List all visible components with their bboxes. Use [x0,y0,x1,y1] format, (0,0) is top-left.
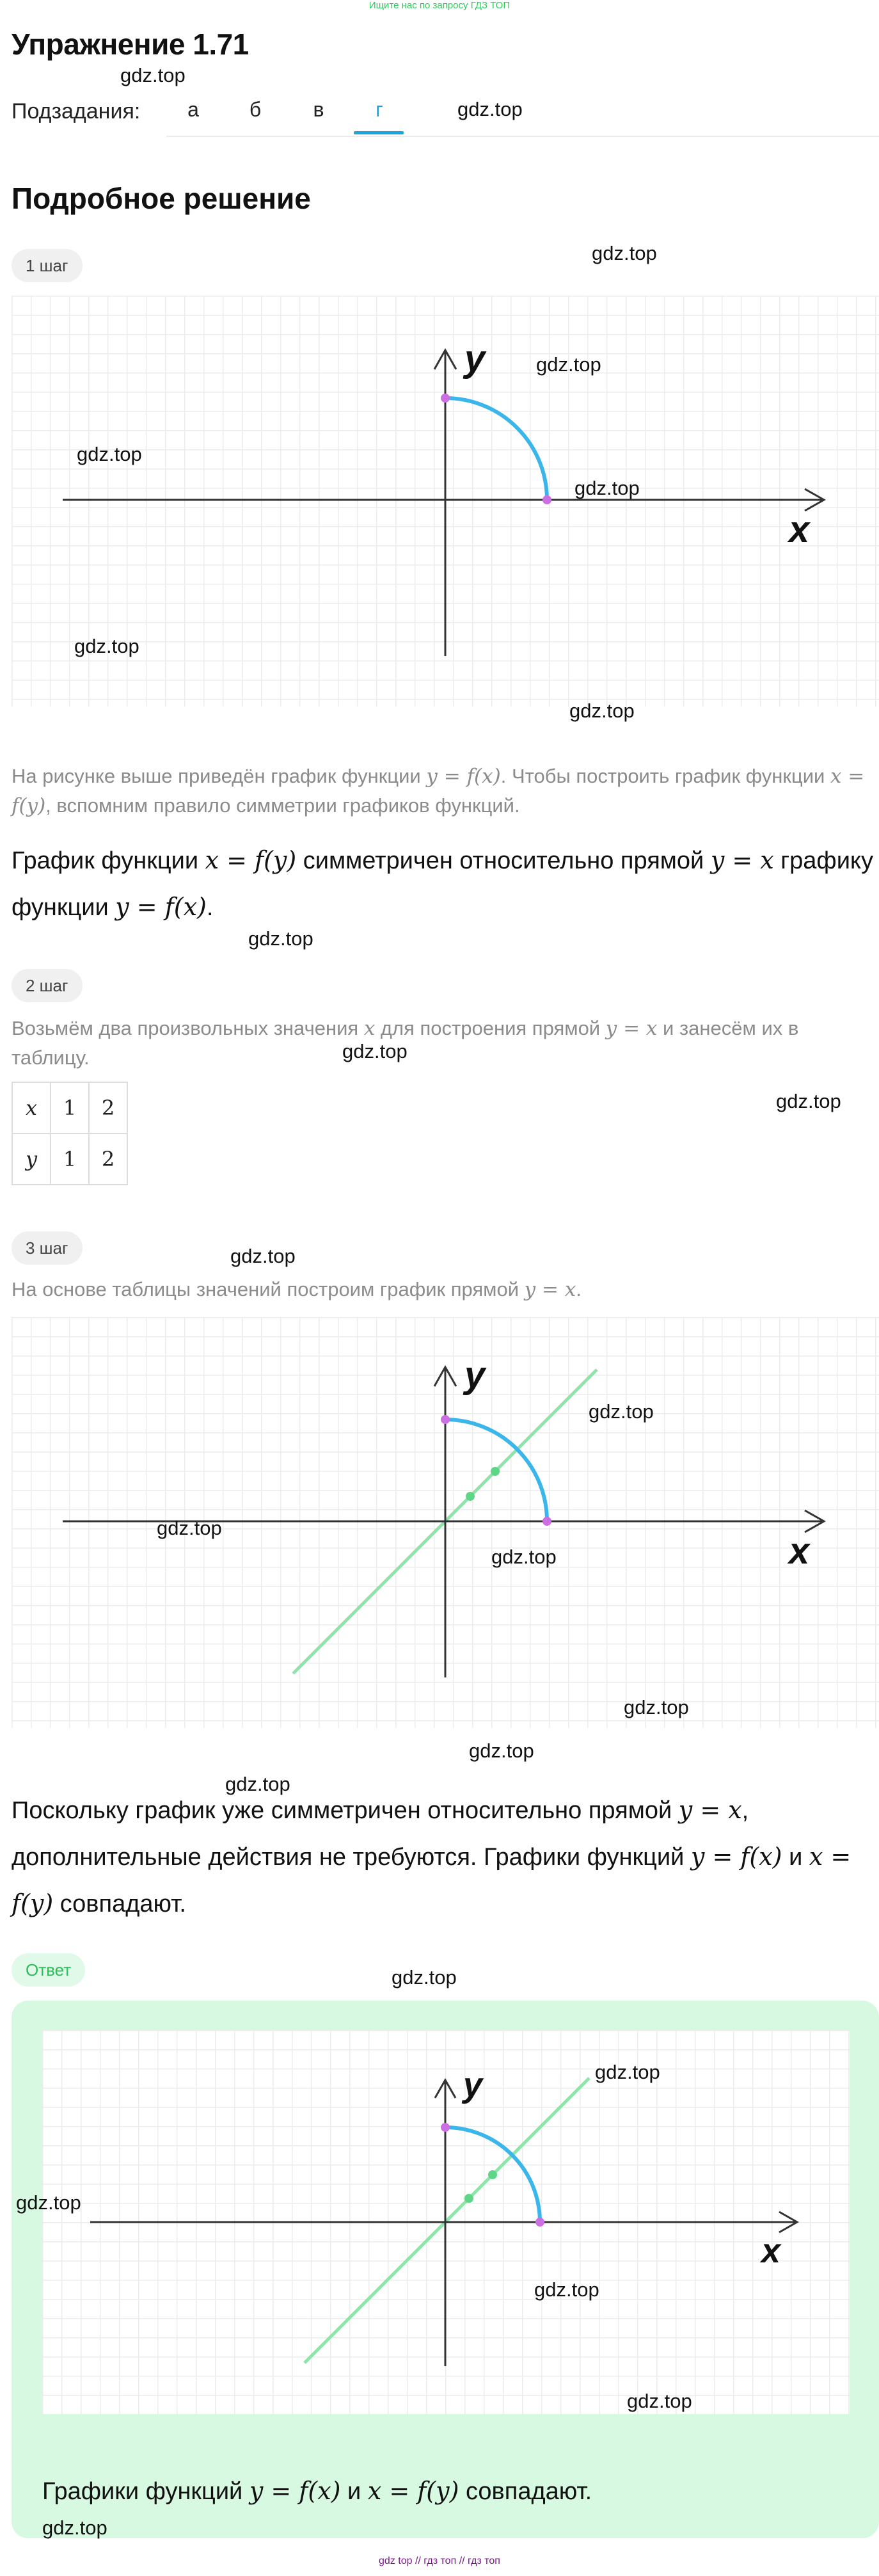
subtask-tab-v[interactable]: в [313,98,324,121]
step-1-graph [12,296,879,707]
x-axis-label: x [789,1530,810,1572]
point-x-intercept [535,2218,544,2227]
step-1-main-text: График функции x = f(y) симметричен относительно прямой y = x графику функции y = f(x). [12,846,873,921]
table-head-x: x [12,1082,51,1133]
table-head-y: y [12,1133,51,1185]
answer-badge: Ответ [12,1953,85,1987]
subtask-tab-g[interactable]: г [376,98,383,121]
point-y-intercept [441,1415,450,1424]
watermark: gdz.top [392,1966,457,1988]
watermark: gdz.top [536,353,601,376]
line-y-equals-x [305,2078,589,2363]
watermark: gdz.top [342,1040,408,1062]
step-2-badge: 2 шаг [12,969,83,1002]
tabs-divider [166,136,879,137]
section-title: Подробное решение [12,182,311,215]
point-2-2 [488,2170,497,2179]
watermark: gdz.top [627,2390,692,2412]
watermark: gdz.top [120,64,186,86]
point-x-intercept [542,1517,551,1526]
watermark: gdz.top [469,1740,534,1762]
step-3-main-text: Поскольку график уже симметричен относительно прямой y = x, дополнительные действия не требуются. Графики функций y = f(x) и x = f(y) совпадают. [12,1796,851,1917]
watermark: gdz.top [534,2278,599,2301]
watermark: gdz.top [491,1546,557,1568]
watermark: gdz.top [595,2061,660,2083]
point-1-1 [464,2194,473,2203]
point-2-2 [491,1467,500,1476]
step-3-badge: 3 шаг [12,1231,83,1265]
table-cell: 1 [51,1133,89,1185]
answer-text: Графики функций y = f(x) и x = f(y) совпадают. [42,2477,592,2505]
step-2-gray-text: Возьмём два произвольных значения x для построения прямой y = x и занесём их в таблицу. [12,1017,799,1069]
subtasks-label: Подзадания: [12,99,141,124]
y-axis-label: y [464,338,486,380]
watermark: gdz.top [624,1696,689,1718]
step-1-badge: 1 шаг [12,249,83,282]
step-3-gray-text: На основе таблицы значений построим график прямой y = x. [12,1278,582,1301]
page-title: Упражнение 1.71 [12,28,249,61]
watermark: gdz.top [16,2191,81,2214]
table-cell: 1 [51,1082,89,1133]
table-row [12,1133,127,1185]
promo-note: Ищите нас по запросу ГДЗ ТОП [368,0,511,11]
table-cell: 2 [89,1133,127,1185]
point-y-intercept [441,2123,450,2132]
footer-links[interactable]: gdz top // гдз топ // гдз топ [379,2556,500,2566]
subtask-tab-b[interactable]: б [249,98,262,121]
values-table [12,1082,128,1185]
watermark: gdz.top [74,635,139,657]
watermark: gdz.top [225,1773,290,1795]
watermark: gdz.top [589,1400,654,1423]
watermark: gdz.top [77,443,142,465]
subtask-tab-a[interactable]: а [187,98,199,121]
watermark: gdz.top [248,927,313,950]
active-tab-indicator [354,131,404,134]
x-axis-label: x [761,2232,781,2270]
y-axis-label: y [463,2066,483,2104]
watermark: gdz.top [457,98,523,120]
graph-svg [42,2030,850,2414]
y-axis-label: y [464,1354,486,1396]
watermark: gdz.top [569,700,635,722]
point-x-intercept [542,495,551,504]
watermark: gdz.top [42,2516,107,2539]
watermark: gdz.top [230,1245,296,1267]
function-arc [445,398,547,500]
watermark: gdz.top [592,242,657,264]
table-row [12,1082,127,1133]
watermark: gdz.top [776,1090,841,1112]
answer-graph [42,2030,850,2414]
watermark: gdz.top [157,1517,222,1539]
watermark: gdz.top [574,477,640,499]
point-y-intercept [441,394,450,403]
step-1-gray-text: На рисунке выше приведён график функции y = f(x). Чтобы построить график функции x = f(y), вспомним правило симметрии графиков функций. [12,765,865,817]
step-3-graph [12,1317,879,1728]
x-axis-label: x [789,509,810,550]
table-cell: 2 [89,1082,127,1133]
graph-svg [12,296,879,707]
point-1-1 [466,1492,475,1501]
graph-svg [12,1317,879,1728]
